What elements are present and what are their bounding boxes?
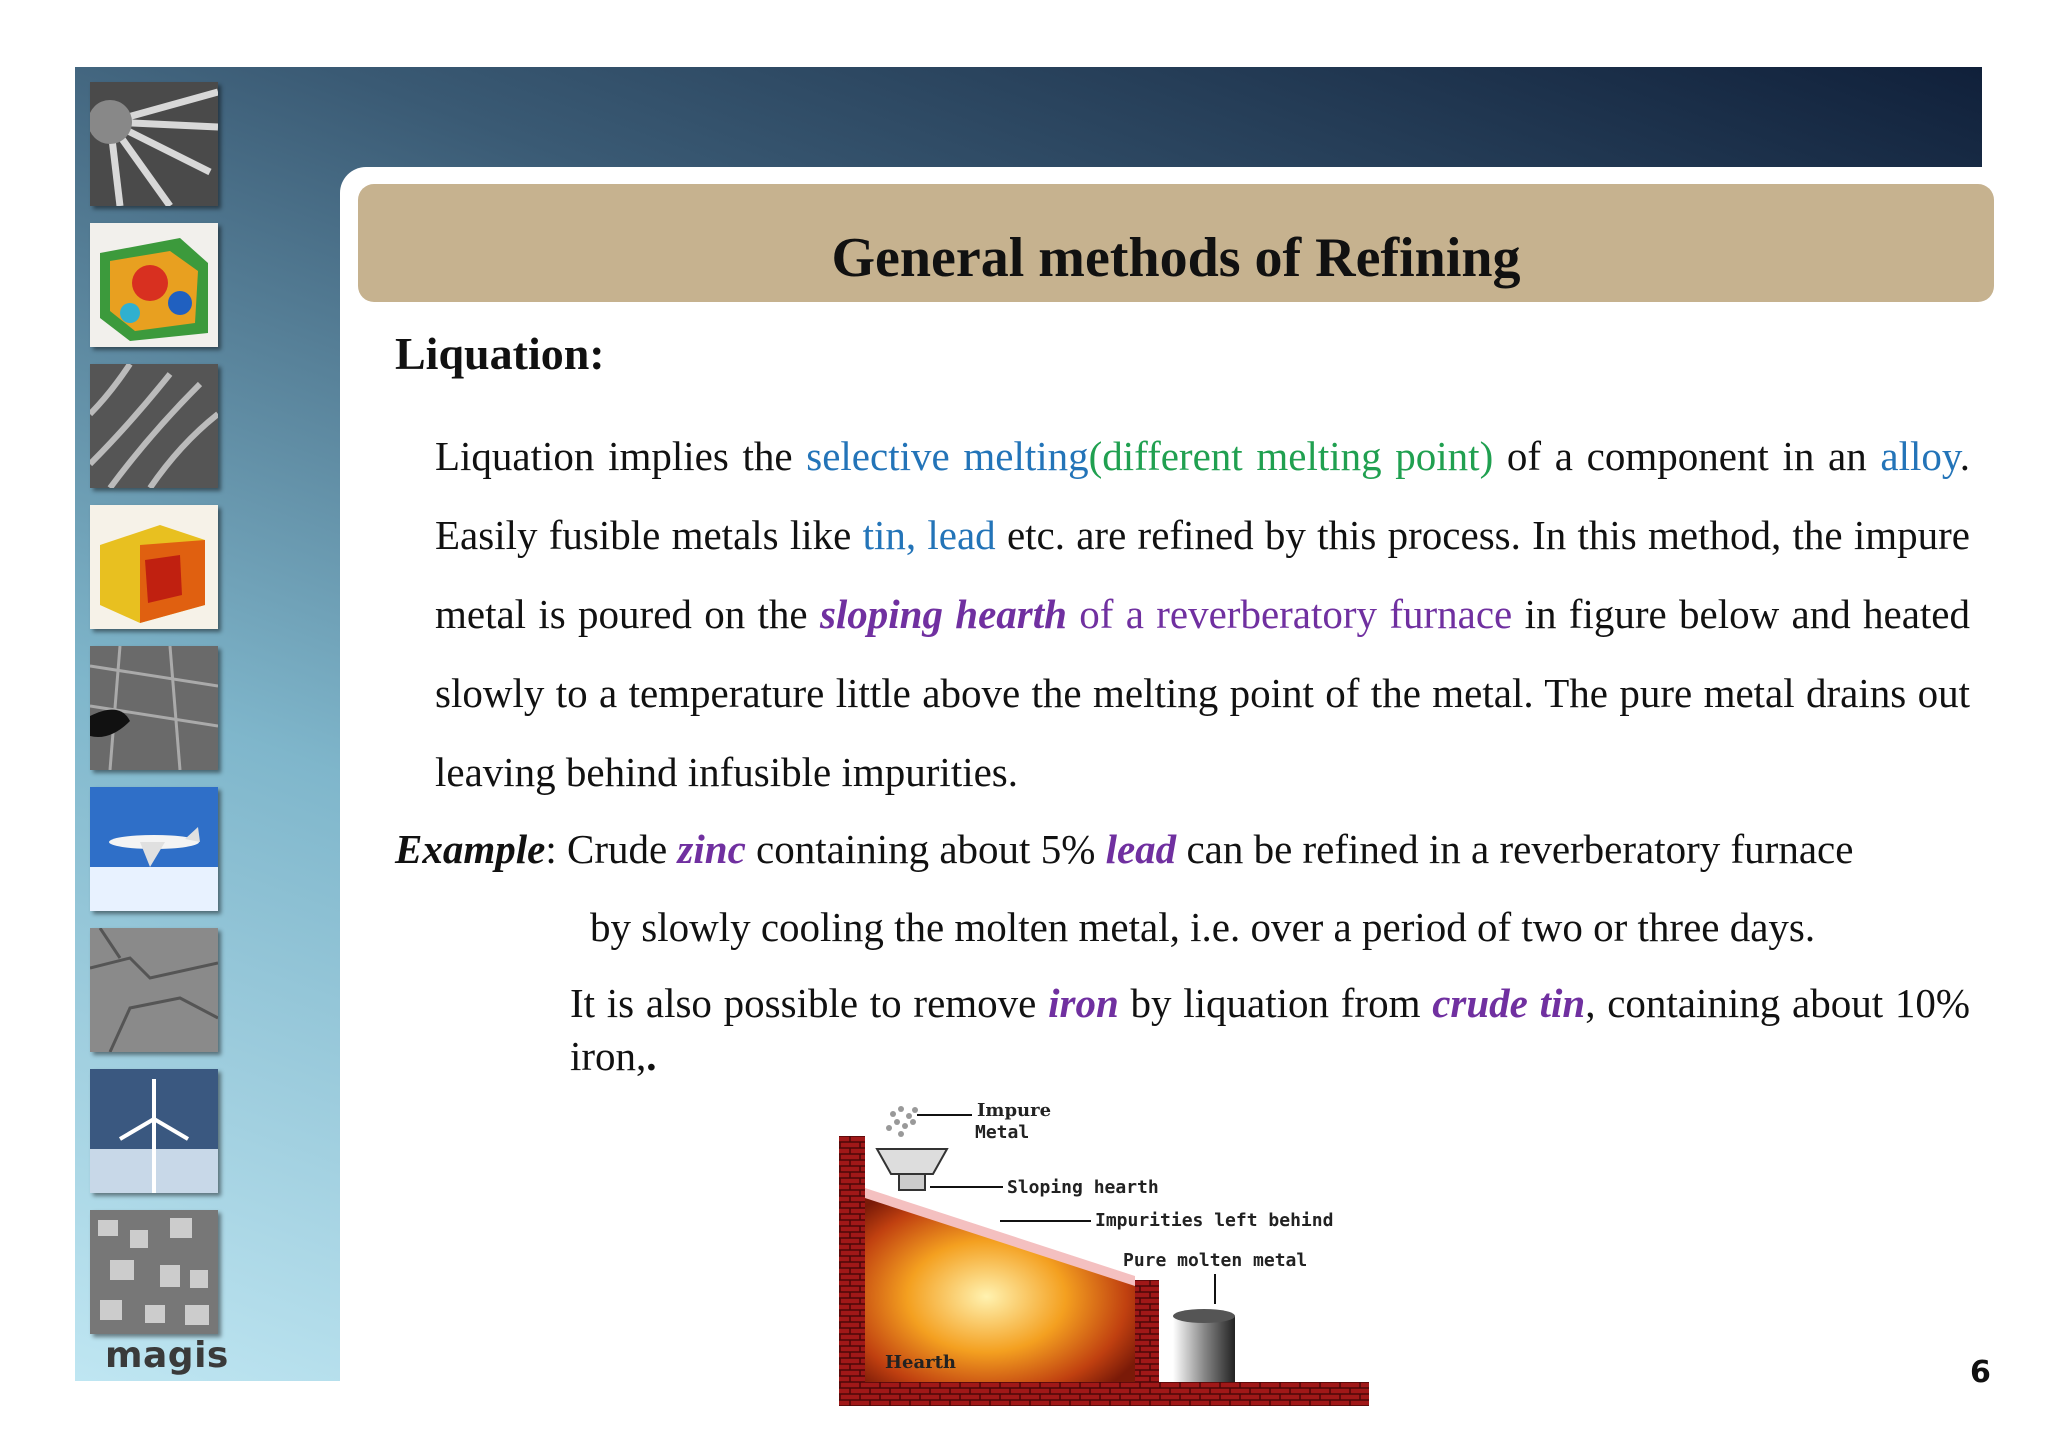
example-label: Example — [395, 826, 546, 872]
simulation-block-icon — [90, 223, 218, 347]
airplane-icon — [90, 787, 218, 911]
right-wall — [1135, 1280, 1159, 1390]
stress-cube-icon — [90, 505, 218, 629]
example-line-1 — [395, 825, 1970, 873]
magis-logo: magis — [105, 1335, 229, 1376]
highlight-lead: lead — [1105, 826, 1177, 872]
base — [839, 1382, 1369, 1406]
example-text: can be refined in a reverberatory furnace — [1176, 826, 1854, 872]
highlight-tin-lead: tin, lead — [862, 512, 996, 558]
highlight-sloping-hearth: sloping hearth — [819, 591, 1067, 637]
wind-turbine-icon — [90, 1069, 218, 1193]
highlight-iron: iron — [1048, 980, 1119, 1026]
turbine-icon — [90, 82, 218, 206]
paragraph-text: etc. are refined by this process. In this method, the impure metal is poured on the — [435, 512, 1970, 637]
slide-background — [75, 67, 1991, 1390]
impure-metal-particles — [886, 1106, 918, 1137]
highlight-alloy: alloy — [1880, 433, 1960, 479]
example-period: . — [646, 1033, 657, 1079]
grains-micrograph-icon — [90, 1210, 218, 1334]
label-sloping-hearth: Sloping hearth — [1007, 1177, 1159, 1198]
example-line-2: by slowly cooling the molten metal, i.e. over a period of two or three days. — [590, 904, 1816, 950]
example-text: : Crude — [545, 826, 678, 872]
label-pure-molten-metal: Pure molten metal — [1123, 1250, 1308, 1271]
liquation-paragraph — [435, 417, 1970, 812]
example-text: containing about 5% — [745, 826, 1106, 872]
label-metal: Metal — [975, 1122, 1030, 1143]
highlight-crude-tin: crude tin — [1432, 980, 1586, 1026]
paragraph-text: in figure below and heated slowly to a temperature little above the melting point of the metal. The pure metal drains out leaving behind infusible impurities. — [435, 591, 1971, 795]
label-hearth: Hearth — [885, 1352, 957, 1373]
fibers-micrograph-icon — [90, 364, 218, 488]
reverberatory-furnace-diagram — [835, 1094, 1395, 1410]
example-text: , containing about 10% iron, — [570, 980, 1970, 1079]
paragraph-text: . Easily fusible metals like — [435, 433, 1970, 558]
label-impurities: Impurities left behind — [1095, 1210, 1334, 1231]
highlight-different-melting-point: (different melting point) — [1088, 433, 1494, 479]
page-number: 6 — [1970, 1355, 1991, 1390]
funnel-spout — [899, 1174, 925, 1190]
highlight-zinc: zinc — [677, 826, 746, 872]
example-text: It is also possible to remove — [570, 980, 1049, 1026]
paragraph-text: of a component in an — [1493, 433, 1881, 479]
page-title: General methods of Refining — [831, 227, 1521, 289]
microstructure-icon — [90, 646, 218, 770]
section-heading: Liquation: — [395, 328, 605, 379]
paragraph-text: Liquation implies the — [435, 433, 807, 479]
example-text: by liquation from — [1118, 980, 1433, 1026]
label-impure: Impure — [977, 1100, 1052, 1121]
content-panel — [340, 167, 2012, 1419]
left-wall — [839, 1136, 865, 1406]
sidebar-thumbnails — [90, 82, 220, 1351]
highlight-selective-melting: selective melting — [806, 433, 1089, 479]
title-bar — [358, 184, 1994, 302]
example-line-3 — [570, 977, 1970, 1083]
highlight-reverberatory-furnace: of a reverberatory furnace — [1066, 591, 1513, 637]
fracture-surface-icon — [90, 928, 218, 1052]
funnel — [877, 1149, 947, 1174]
molten-metal-pot — [1173, 1309, 1235, 1382]
